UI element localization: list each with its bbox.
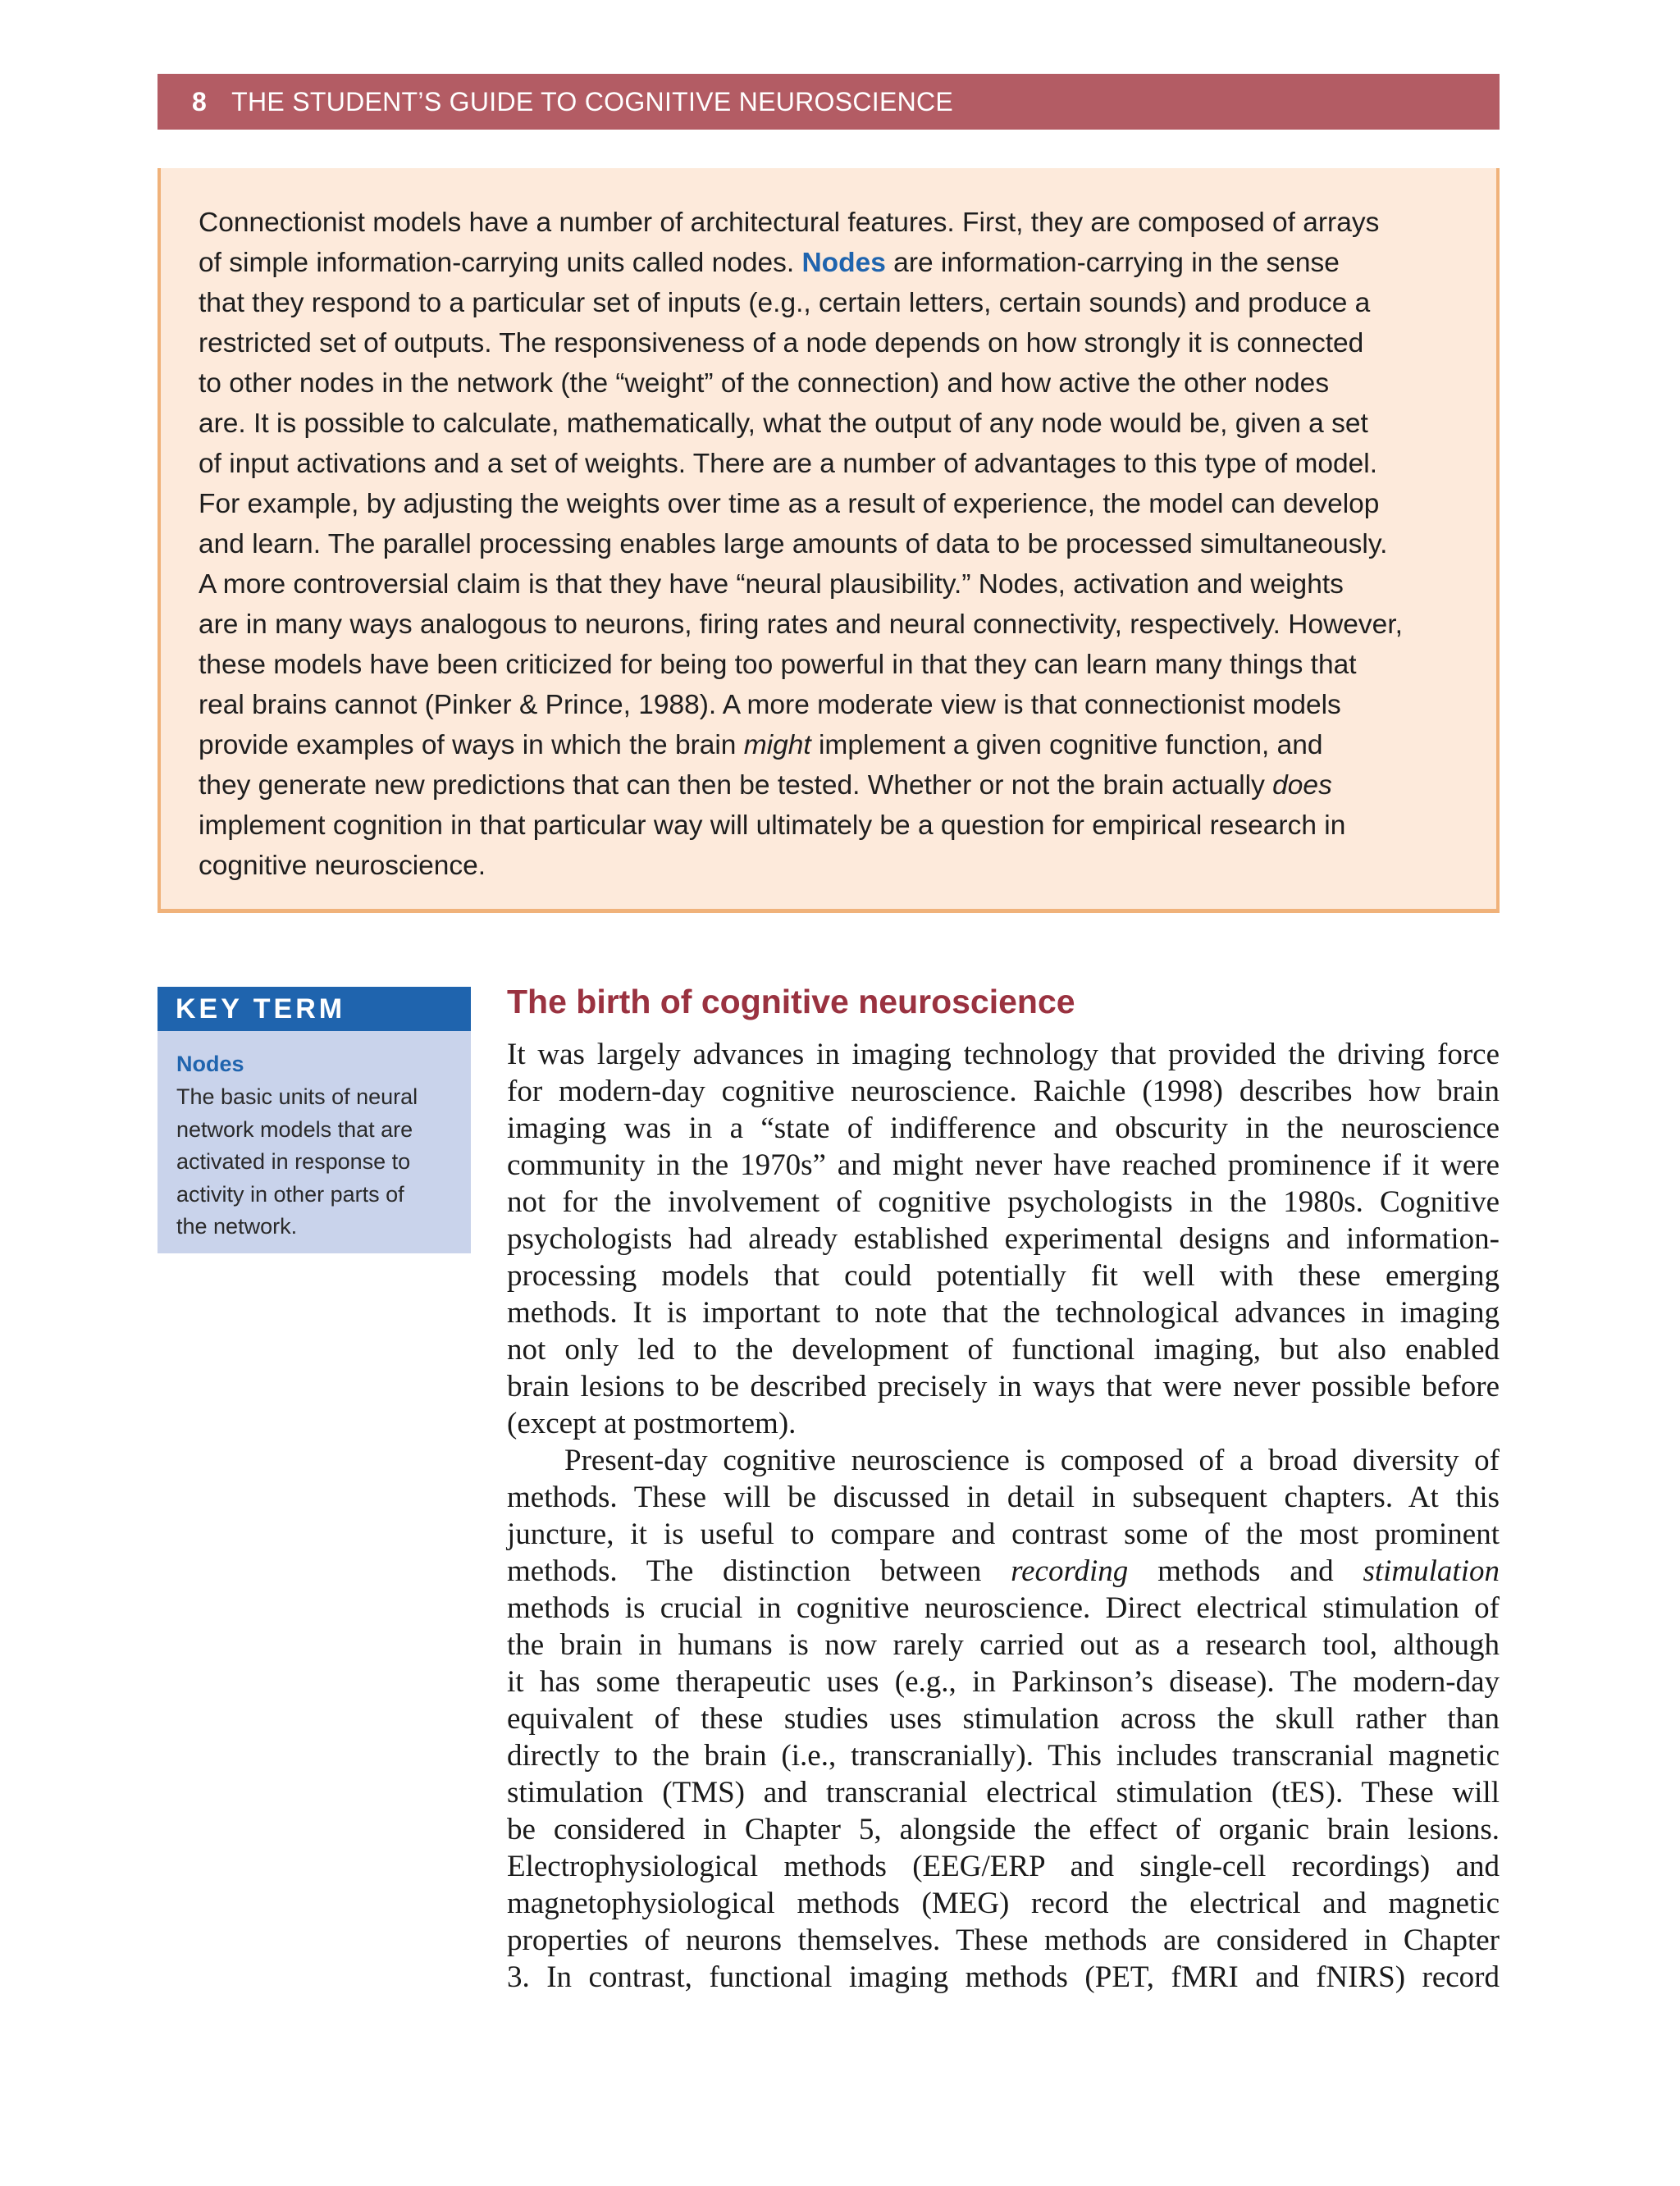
paragraph-1: It was largely advances in imaging technology that provided the driving force for modern-day cognitive neuroscience. Raichle (1998) describes how brain imaging was in a “state of indifference and obscurity in the neuroscience community in the 1970s” and might never have reached prominence if it were not for the involvement of cognitive psychologists in the 1980s. Cognitive psychologists had already established experimental designs and information- processing models that could potentially fit well with these emerging methods. It is important to note that the technological advances in imaging not only led to the development of functional imaging, but also enabled brain lesions to be described precisely in ways that were never possible before (except at postmortem). — [507, 1038, 1500, 1440]
emphasis-does: does — [1272, 770, 1332, 801]
box-line: and learn. The parallel processing enables large amounts of data to be processed simultaneously. — [199, 529, 1388, 559]
box-line: provide examples of ways in which the brain might implement a given cognitive function, and — [199, 730, 1323, 760]
box-line: real brains cannot (Pinker & Prince, 1988). A more moderate view is that connectionist models — [199, 690, 1341, 720]
box-line: that they respond to a particular set of inputs (e.g., certain letters, certain sounds) and produce a — [199, 288, 1371, 318]
box-line: Connectionist models have a number of architectural features. First, they are composed of arrays — [199, 208, 1380, 238]
page-number: 8 — [192, 86, 208, 116]
box-line: they generate new predictions that can then be tested. Whether or not the brain actually does — [199, 770, 1332, 801]
emphasis-might: might — [743, 730, 811, 760]
box-line: are. It is possible to calculate, mathematically, what the output of any node would be, given a set — [199, 408, 1368, 439]
box-line: of input activations and a set of weights. There are a number of advantages to this type of model. — [199, 449, 1378, 479]
box-paragraph — [199, 203, 1463, 886]
box-line: these models have been criticized for being too powerful in that they can learn many things that — [199, 650, 1357, 680]
highlighted-term-nodes: Nodes — [801, 248, 886, 278]
box-line: cognitive neuroscience. — [199, 851, 486, 881]
paragraph-2: Present-day cognitive neuroscience is composed of a broad diversity of methods. These will be discussed in detail in subsequent chapters. At this juncture, it is useful to compare and contrast some of the most prominent methods. The distinction between recording methods and stimulation methods is crucial in cognitive neuroscience. Direct electrical stimulation of the brain in humans is now rarely carried out as a research tool, although it has some therapeutic uses (e.g., in Parkinson’s disease). The modern-day equivalent of these studies uses stimulation across the skull rather than directly to the brain (i.e., transcranially). This includes transcranial magnetic stimulation (TMS) and transcranial electrical stimulation (tES). These will be considered in Chapter 5, alongside the effect of organic brain lesions. Electrophysiological methods (EEG/ERP and single-cell recordings) and magnetophysiological methods (MEG) record the electrical and magnetic properties of neurons themselves. These methods are considered in Chapter 3. In contrast, functional imaging methods (PET, fMRI and fNIRS) record — [507, 1444, 1500, 1994]
key-term-sidebar — [158, 987, 471, 1253]
section-heading: The birth of cognitive neuroscience — [507, 983, 1075, 1020]
connectionist-models-box — [158, 168, 1500, 913]
box-line: implement cognition in that particular way will ultimately be a question for empirical research in — [199, 810, 1346, 841]
emphasis-stimulation: stimulation — [1363, 1554, 1500, 1588]
box-line: For example, by adjusting the weights over time as a result of experience, the model can develop — [199, 489, 1380, 519]
book-title: THE STUDENT’S GUIDE TO COGNITIVE NEUROSCIENCE — [231, 86, 954, 116]
box-line: are in many ways analogous to neurons, firing rates and neural connectivity, respectively. However, — [199, 609, 1403, 640]
box-line: of simple information-carrying units called nodes. Nodes are information-carrying in the sense — [199, 248, 1340, 278]
running-header — [158, 74, 1500, 130]
box-line: to other nodes in the network (the “weight” of the connection) and how active the other nodes — [199, 368, 1330, 399]
key-term-word: Nodes — [176, 1052, 244, 1076]
box-line: A more controversial claim is that they have “neural plausibility.” Nodes, activation and weights — [199, 569, 1344, 600]
key-term-definition: The basic units of neural network models that are activated in response to activity in other parts of the network. — [176, 1084, 418, 1239]
box-line: restricted set of outputs. The responsiveness of a node depends on how strongly it is connected — [199, 328, 1364, 358]
key-term-header: KEY TERM — [158, 987, 471, 1031]
emphasis-recording: recording — [1011, 1554, 1129, 1588]
article-body — [507, 1036, 1500, 1996]
key-term-body — [158, 1031, 471, 1244]
